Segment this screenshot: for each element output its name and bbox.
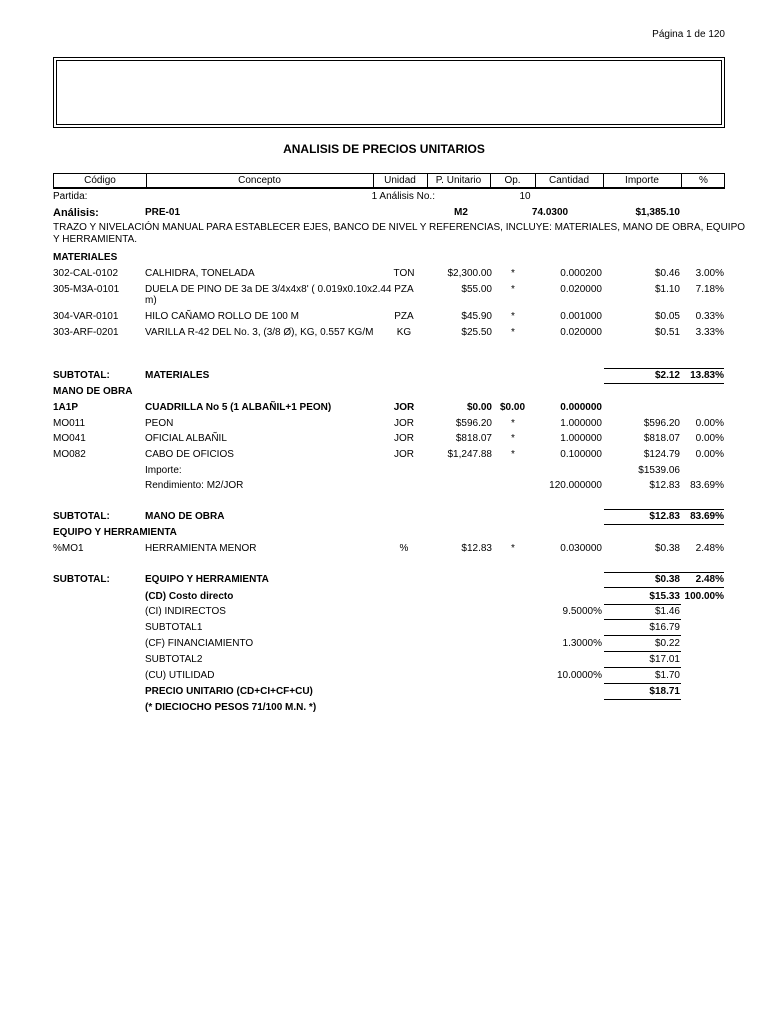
analisis-description-line1: TRAZO Y NIVELACIÓN MANUAL PARA ESTABLECER EJES, BANCO DE NIVEL Y REFERENCIAS, INCLUYE: MATERIALES, MANO DE OBRA, EQUIPO (53, 222, 746, 233)
document-title: ANALISIS DE PRECIOS UNITARIOS (283, 142, 485, 156)
row-cantidad: 0.000200 (560, 268, 602, 279)
row-pct: 3.00% (695, 268, 724, 279)
rendimiento-importe: $12.83 (649, 480, 680, 491)
summary-divider (604, 683, 681, 684)
row-unidad: % (399, 543, 409, 554)
row-p-unitario: $55.00 (461, 284, 492, 295)
page-number: Página 1 de 120 (652, 29, 725, 40)
row-p-unitario: $12.83 (461, 543, 492, 554)
row-importe: $0.38 (654, 543, 680, 554)
analisis-quantity: 74.0300 (531, 207, 569, 218)
subtotal-name: EQUIPO Y HERRAMIENTA (145, 574, 269, 585)
row-importe: $0.46 (654, 268, 680, 279)
subtotal-divider (604, 368, 724, 369)
row-op: * (511, 543, 515, 554)
row-codigo: 302-CAL-0102 (53, 268, 119, 279)
rendimiento-cantidad: 120.000000 (549, 480, 602, 491)
cu-importe: $1.70 (654, 670, 680, 681)
subtotal-name: MANO DE OBRA (145, 511, 225, 522)
row-concepto: HERRAMIENTA MENOR (145, 543, 257, 554)
cd-importe: $15.33 (649, 591, 680, 602)
summary-divider (604, 667, 681, 668)
col-cantidad: Cantidad (548, 175, 590, 186)
row-pct: 3.33% (695, 327, 724, 338)
subtotal-pct: 2.48% (695, 574, 724, 585)
subtotal-importe: $2.12 (654, 370, 680, 381)
subtotal-name: MATERIALES (145, 370, 210, 381)
row-pct: 2.48% (695, 543, 724, 554)
subtotal-importe: $0.38 (654, 574, 680, 585)
crew-p-unitario: $0.00 (466, 402, 492, 413)
subtotal1-label: SUBTOTAL1 (145, 622, 203, 633)
subtotal-label: SUBTOTAL: (53, 370, 110, 381)
analisis-description-line2: Y HERRAMIENTA. (53, 234, 138, 245)
analisis-label: Análisis: (53, 207, 99, 219)
row-concepto: HILO CAÑAMO ROLLO DE 100 M (145, 311, 299, 322)
row-cantidad: 1.000000 (560, 418, 602, 429)
row-concepto: DUELA DE PINO DE 3a DE 3/4x4x8' ( 0.019x0.10x2.44 (145, 284, 392, 295)
equipo-heading: EQUIPO Y HERRAMIENTA (53, 527, 177, 538)
row-codigo: 303-ARF-0201 (53, 327, 119, 338)
row-unidad: PZA (394, 311, 414, 322)
row-op: * (511, 418, 515, 429)
row-concepto: CABO DE OFICIOS (145, 449, 234, 460)
partida-label: Partida: (53, 191, 88, 202)
crew-op: $0.00 (500, 402, 526, 413)
cd-label: (CD) Costo directo (145, 591, 234, 602)
row-importe: $124.79 (643, 449, 680, 460)
importe-value: $1539.06 (638, 465, 680, 476)
ci-pct: 9.5000% (562, 606, 602, 617)
row-p-unitario: $2,300.00 (447, 268, 492, 279)
analisis-no-label: 1 Análisis No.: (371, 191, 435, 202)
subtotal1-importe: $16.79 (649, 622, 680, 633)
precio-en-letra: (* DIECIOCHO PESOS 71/100 M.N. *) (145, 702, 317, 713)
row-op: * (511, 433, 515, 444)
row-cantidad: 1.000000 (560, 433, 602, 444)
cu-label: (CU) UTILIDAD (145, 670, 215, 681)
row-op: * (511, 449, 515, 460)
row-op: * (511, 284, 515, 295)
row-p-unitario: $1,247.88 (447, 449, 492, 460)
col-unidad: Unidad (384, 175, 416, 186)
row-pct: 0.00% (695, 449, 724, 460)
mano-de-obra-heading: MANO DE OBRA (53, 386, 133, 397)
crew-codigo: 1A1P (53, 402, 79, 413)
subtotal-divider (604, 524, 724, 525)
row-op: * (511, 268, 515, 279)
col-pct: % (699, 175, 708, 186)
subtotal-label: SUBTOTAL: (53, 511, 110, 522)
row-p-unitario: $45.90 (461, 311, 492, 322)
cf-label: (CF) FINANCIAMIENTO (145, 638, 254, 649)
summary-divider (604, 651, 681, 652)
row-concepto: CALHIDRA, TONELADA (145, 268, 255, 279)
summary-divider (604, 635, 681, 636)
summary-divider (604, 604, 681, 605)
subtotal-label: SUBTOTAL: (53, 574, 110, 585)
col-codigo: Código (84, 175, 116, 186)
row-importe: $596.20 (643, 418, 680, 429)
row-codigo: MO011 (53, 418, 86, 429)
row-codigo: MO041 (53, 433, 86, 444)
summary-divider (604, 699, 681, 700)
crew-concepto: CUADRILLA No 5 (1 ALBAÑIL+1 PEON) (145, 402, 332, 413)
crew-unidad: JOR (393, 402, 415, 413)
row-cantidad: 0.030000 (560, 543, 602, 554)
subtotal-divider (604, 587, 724, 588)
cf-pct: 1.3000% (562, 638, 602, 649)
row-unidad: JOR (394, 449, 414, 460)
col-importe: Importe (625, 175, 659, 186)
row-unidad: JOR (394, 433, 414, 444)
rendimiento-pct: 83.69% (690, 480, 724, 491)
row-p-unitario: $818.07 (455, 433, 492, 444)
row-pct: 0.33% (695, 311, 724, 322)
row-concepto: PEON (145, 418, 174, 429)
row-cantidad: 0.001000 (560, 311, 602, 322)
row-cantidad: 0.100000 (560, 449, 602, 460)
ci-label: (CI) INDIRECTOS (145, 606, 226, 617)
analisis-code: PRE-01 (145, 207, 181, 218)
row-codigo: 304-VAR-0101 (53, 311, 119, 322)
row-pct: 0.00% (695, 418, 724, 429)
row-codigo: %MO1 (53, 543, 84, 554)
subtotal2-label: SUBTOTAL2 (145, 654, 203, 665)
cd-pct: 100.00% (684, 591, 724, 602)
subtotal-divider (604, 509, 724, 510)
row-unidad: PZA (394, 284, 414, 295)
row-cantidad: 0.020000 (560, 327, 602, 338)
header-box (53, 57, 725, 128)
row-importe: $0.51 (654, 327, 680, 338)
analisis-unit: M2 (454, 207, 468, 218)
row-concepto: OFICIAL ALBAÑIL (145, 433, 227, 444)
importe-label: Importe: (145, 465, 182, 476)
analisis-no-value: 10 (519, 191, 531, 202)
row-importe: $818.07 (643, 433, 680, 444)
row-unidad: KG (396, 327, 412, 338)
row-concepto-cont: m) (145, 295, 157, 306)
row-unidad: JOR (394, 418, 414, 429)
row-codigo: MO082 (53, 449, 86, 460)
row-op: * (511, 327, 515, 338)
materiales-heading: MATERIALES (53, 252, 118, 263)
row-cantidad: 0.020000 (560, 284, 602, 295)
crew-cantidad: 0.000000 (560, 402, 602, 413)
subtotal-pct: 83.69% (690, 511, 724, 522)
row-importe: $0.05 (654, 311, 680, 322)
row-concepto: VARILLA R-42 DEL No. 3, (3/8 Ø), KG, 0.557 KG/M (145, 327, 374, 338)
subtotal-divider (604, 572, 724, 573)
cu-pct: 10.0000% (556, 670, 602, 681)
summary-divider (604, 619, 681, 620)
subtotal-pct: 13.83% (690, 370, 724, 381)
rendimiento-label: Rendimiento: M2/JOR (145, 480, 244, 491)
row-pct: 7.18% (695, 284, 724, 295)
subtotal-importe: $12.83 (649, 511, 680, 522)
ci-importe: $1.46 (654, 606, 680, 617)
row-importe: $1.10 (654, 284, 680, 295)
row-op: * (511, 311, 515, 322)
row-p-unitario: $25.50 (461, 327, 492, 338)
subtotal-divider (604, 383, 724, 384)
precio-unitario-label: PRECIO UNITARIO (CD+CI+CF+CU) (145, 686, 313, 697)
row-pct: 0.00% (695, 433, 724, 444)
col-p-unitario: P. Unitario (435, 175, 482, 186)
subtotal2-importe: $17.01 (649, 654, 680, 665)
row-unidad: TON (393, 268, 415, 279)
col-concepto: Concepto (238, 175, 281, 186)
cf-importe: $0.22 (654, 638, 680, 649)
precio-unitario-importe: $18.71 (649, 686, 680, 697)
row-p-unitario: $596.20 (455, 418, 492, 429)
column-header-row (53, 173, 725, 189)
row-codigo: 305-M3A-0101 (53, 284, 120, 295)
col-op: Op. (504, 175, 521, 186)
analisis-importe: $1,385.10 (635, 207, 680, 218)
